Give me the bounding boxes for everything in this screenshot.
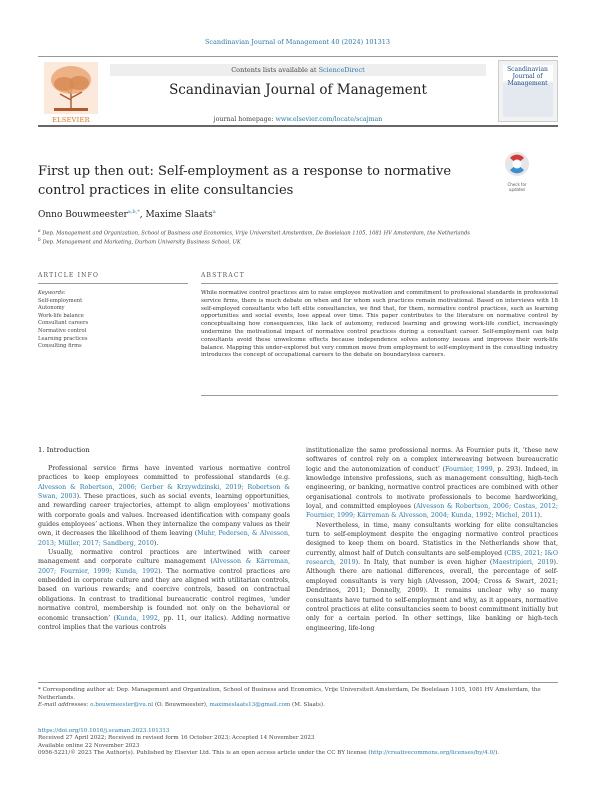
keyword: Normative control	[38, 327, 87, 334]
homepage-prefix: journal homepage:	[213, 116, 276, 123]
footnote-rule	[38, 682, 558, 683]
elsevier-wordmark: ELSEVIER	[52, 116, 90, 124]
abstract-text: While normative control practices aim to raise employee motivation and commitment to professional standards in professional service firms, there is much debate on when and for whom such practices remain motivational. Based on interviews with 18 self-employed consultants who left elite consultancies, we find that, for them, normative control practices, such as learning opportunities and social events, lose appeal over time. This paper contributes to the literature on normative control by conceptualising how consequences, like lack of autonomy, reduced learning and growing work-life conflict, increasingly undermine the motivational impact of normative control practices during a consultant career. Self-employment can help consultants avoid these unwelcome effects because independence solves autonomy issues and improves their work-life balance. Mapping this under-explored but very common move from employment to self-employment in the consulting industry introduces the concept of occupational careers to the debate on boundaryless careers.	[201, 290, 558, 359]
keywords-block	[38, 290, 188, 351]
body-column-right	[306, 446, 558, 633]
author-affiliation-marks[interactable]: a,b,*	[127, 209, 140, 215]
cover-title: Scandinavian Journal of Management	[507, 66, 548, 87]
license-link[interactable]: http://creativecommons.org/licenses/by/4.0/	[370, 750, 496, 757]
email-line: E-mail addresses: o.bouwmeester@vu.nl (O. Bouwmeester), maximeslaats13@gmail.com (M. Slaats).	[38, 702, 325, 709]
citation-link[interactable]: Kunda, 1992	[115, 614, 158, 622]
citation-link[interactable]: Maestripieri, 2019	[492, 559, 554, 567]
publication-footer	[38, 728, 558, 758]
abstract-bottom-rule	[201, 395, 558, 396]
author-affiliation-marks[interactable]: a	[212, 209, 216, 215]
doi-link[interactable]: https://doi.org/10.1016/j.scaman.2023.101313	[38, 728, 170, 734]
article-info-heading: ARTICLE INFO	[38, 272, 100, 279]
keyword: Self-employment	[38, 297, 83, 304]
homepage-link[interactable]: www.elsevier.com/locate/scajman	[275, 116, 383, 123]
author-name[interactable]: Onno Bouwmeester	[38, 210, 128, 220]
keyword: Learning practices	[38, 335, 88, 342]
affiliation-a: $^a$ Dep. Management and Organization, School of Business and Economics, Vrije Universiteit Amsterdam, De Boelelaan 1105, 1081 HV Amsterdam, the Netherlands	[38, 229, 470, 237]
paragraph: institutionalize the same professional norms. As Fournier puts it, ‘these new softwares of control rely on a complex interweaving between bureaucratic logic and the autonomization of conduct’ (Fournier, 1999, p. 293). Indeed, in knowledge intensive professions, such as management consulting, high-tech engineering, or banking, normative control practices are combined with other organisational controls to motivate professionals to become hardworking, loyal, and committed employees (Alvesson & Robertson, 2006; Costas, 2012; Fournier, 1999; Kärreman & Alvesson, 2004; Kunda, 1992; Michel, 2011).	[306, 447, 558, 520]
journal-name: Scandinavian Journal of Management	[169, 82, 427, 98]
citation-link[interactable]: CBS, 2021; I&O research, 2019	[306, 549, 558, 567]
journal-citation[interactable]: Scandinavian Journal of Management 40 (2024) 101313	[204, 38, 391, 46]
crossmark-label: Check for updates	[507, 182, 527, 192]
citation-link[interactable]: Muhr, Pedersen, & Alvesson, 2013; Müller, 2017; Sandberg, 2010	[38, 530, 291, 547]
keyword: Consultant careers	[38, 320, 89, 327]
footnotes	[38, 687, 558, 710]
keyword: Autonomy	[38, 305, 65, 312]
paragraph: Usually, normative control practices are intertwined with career management and corporate culture management (Alvesson & Kärreman, 2007; Fournier, 1999; Kunda, 1992). The normative control practices are embedded in corporate culture and they are aligned with utilitarian controls, based on various rewards; and coercive controls, based on contractual obligations. In contrast to traditional bureaucratic control regimes, ‘under normative control, membership is founded not only on the behavioral or economic transaction’ (Kunda, 1992, pp. 11, our italics). Adding normative control implies that the various controls	[38, 549, 291, 631]
license-line: 0956-5221/© 2023 The Author(s). Published by Elsevier Ltd. This is an open access article under the CC BY license (http://creativecommons.org/licenses/by/4.0/).	[38, 750, 500, 757]
received-dates: Received 27 April 2022; Received in revised form 16 October 2023; Accepted 14 November 2023	[38, 735, 315, 742]
citation-link[interactable]: Fournier, 1999	[445, 465, 493, 473]
abstract-rule	[201, 283, 558, 284]
journal-homepage-line	[110, 116, 486, 123]
keyword: Consulting firms	[38, 343, 82, 350]
citation-link[interactable]: Alvesson & Robertson, 2006; Gerber & Krzywdzinski, 2019; Robertson & Swan, 2003	[38, 483, 290, 501]
paragraph: Professional service firms have invented various normative control practices to keep employees committed to professional standards (e.g. Alvesson & Robertson, 2006; Gerber & Krzywdzinski, 2019; Robertson & Swan, 2003). These practices, such as social events, learning opportunities, and rewarding career trajectories, attempt to align employees’ motivations with corporate goals and values. Increased identification with company goals guides employees’ actions. When they internalize the company values as their own, it decreases the likelihood of them leaving (Muhr, Pedersen, & Alvesson, 2013; Müller, 2017; Sandberg, 2010).	[38, 465, 291, 547]
check-for-updates-badge[interactable]	[503, 150, 531, 192]
contents-prefix: Contents lists available at	[231, 66, 319, 74]
section-heading-introduction: 1. Introduction	[38, 446, 90, 454]
author-name[interactable]: Maxime Slaats	[145, 210, 213, 220]
elsevier-tree-logo	[40, 60, 102, 118]
contents-available-line	[110, 64, 486, 76]
author-list: Onno Bouwmeester$^{a,b,*}$, Maxime Slaats$^a$	[38, 209, 216, 220]
affiliation-b: $^b$ Dep. Management and Marketing, Durham University Business School, UK	[38, 238, 241, 246]
article-title: First up then out: Self-employment as a response to normative control practices in elite consultancies	[38, 164, 452, 198]
crossmark-icon	[503, 150, 531, 178]
keyword: Work-life balance	[38, 312, 84, 319]
citation-link[interactable]: Alvesson & Robertson, 2006; Costas, 2012; Fournier, 1999; Kärreman & Alvesson, 2004; Kunda, 1992; Michel, 2011	[306, 503, 558, 520]
email-link[interactable]: maximeslaats13@gmail.com	[209, 702, 291, 709]
citation-link[interactable]: Alvesson & Kärreman, 2007; Fournier, 1999; Kunda, 1992	[38, 558, 290, 575]
available-online: Available online 22 November 2023	[38, 742, 140, 749]
abstract-heading: ABSTRACT	[201, 272, 245, 279]
article-info-rule	[38, 283, 188, 284]
sciencedirect-link[interactable]: ScienceDirect	[318, 66, 365, 74]
keywords-label: Keywords:	[38, 290, 66, 296]
email-link[interactable]: o.bouwmeester@vu.nl	[90, 702, 154, 709]
corresponding-author-note: * Corresponding author at: Dep. Management and Organization, School of Business and Economics, Vrije Universiteit Amsterdam, De Boelelaan 1105, 1081 HV Amsterdam, the Netherlands.	[38, 687, 541, 701]
body-column-left	[38, 464, 290, 632]
paragraph: Nevertheless, in time, many consultants working for elite consultancies turn to self-employment despite the engaging normative control practices designed to keep them on board. Statistics in the Netherlands show that, currently, almost half of Dutch consultants are self-employed (CBS, 2021; I&O research, 2019). In Italy, that number is even higher (Maestripieri, 2019). Although there are national differences, overall, the percentage of self-employed consultants is very high (Alvesson, 2004; Cross & Swart, 2021; Dendrinos, 2011; Donnelly, 2009). It remains unclear why so many consultants have turned to self-employment and why, as it appears, normative control practices at elite consultancies seem to boost commitment initially but only for a certain period. In other settings, like banking or high-tech engineering, life-long	[306, 521, 558, 632]
